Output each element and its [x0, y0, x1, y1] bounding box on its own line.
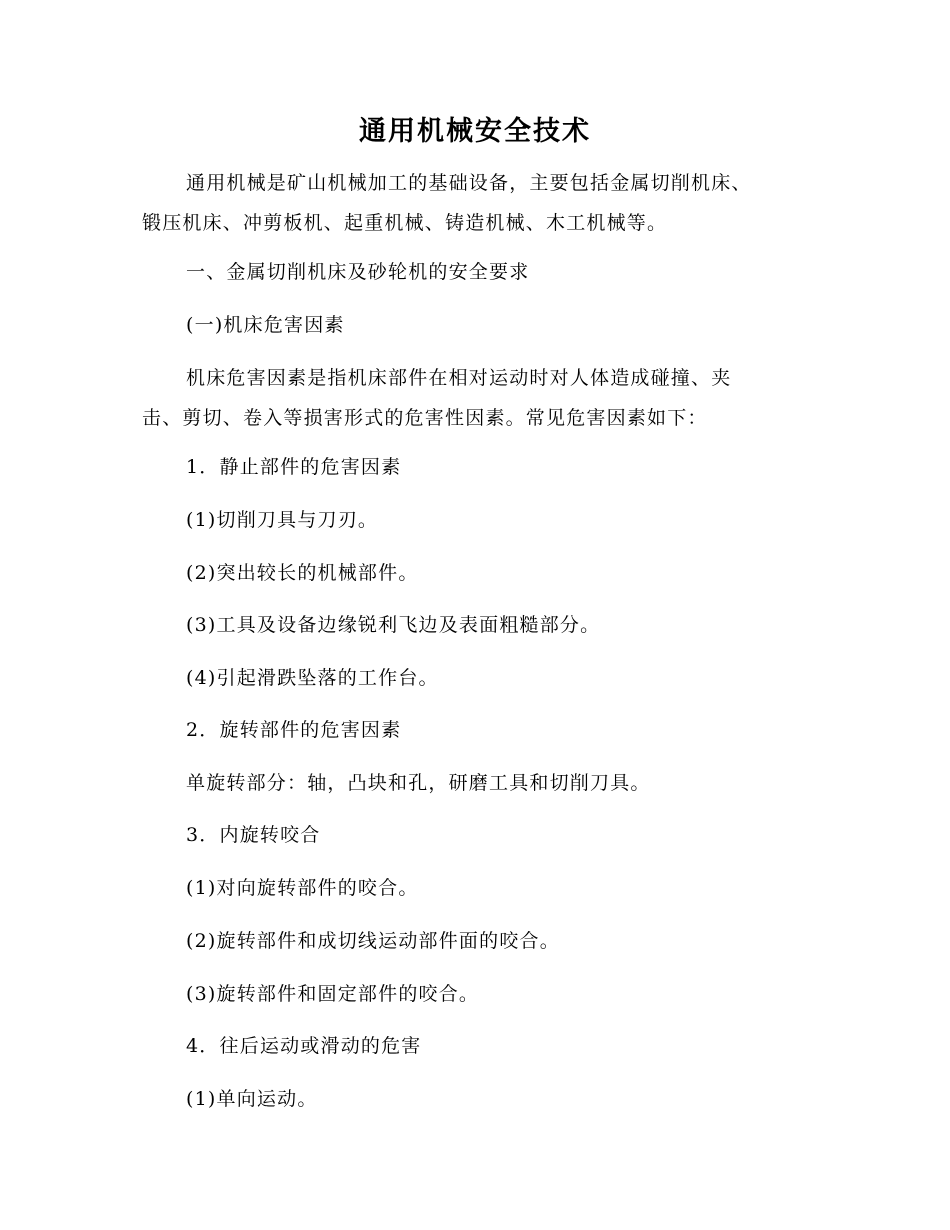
paragraph-line: 1．静止部件的危害因素	[186, 456, 402, 478]
paragraph-line: (一)机床危害因素	[186, 314, 345, 336]
paragraph-line: (2)旋转部件和成切线运动部件面的咬合。	[186, 930, 560, 952]
list-heading	[142, 710, 812, 750]
paragraph-line: (1)对向旋转部件的咬合。	[186, 877, 419, 899]
paragraph-line: 一、金属切削机床及砂轮机的安全要求	[186, 261, 530, 283]
list-item	[142, 553, 812, 593]
paragraph-intro	[142, 163, 812, 243]
list-item	[142, 1079, 812, 1119]
paragraph-line: 4．往后运动或滑动的危害	[186, 1035, 422, 1057]
paragraph-line: (1)单向运动。	[186, 1088, 318, 1110]
list-item	[142, 921, 812, 961]
paragraph-line: (3)工具及设备边缘锐利飞边及表面粗糙部分。	[186, 614, 601, 636]
paragraph	[142, 763, 812, 803]
list-item	[142, 500, 812, 540]
paragraph-line: 机床危害因素是指机床部件在相对运动时对人体造成碰撞、夹	[186, 367, 732, 389]
paragraph-line: 通用机械是矿山机械加工的基础设备，主要包括金属切削机床、	[186, 172, 752, 194]
list-item	[142, 605, 812, 645]
section-heading	[142, 252, 812, 292]
list-heading	[142, 815, 812, 855]
list-item	[142, 974, 812, 1014]
paragraph-hazard-definition	[142, 358, 812, 438]
list-heading	[142, 447, 812, 487]
subsection-heading	[142, 305, 812, 345]
list-item	[142, 868, 812, 908]
paragraph-line: 单旋转部分：轴，凸块和孔，研磨工具和切削刀具。	[186, 772, 651, 794]
paragraph-line: (3)旋转部件和固定部件的咬合。	[186, 983, 480, 1005]
paragraph-line: 3．内旋转咬合	[186, 824, 321, 846]
list-item	[142, 658, 812, 698]
paragraph-line: 2．旋转部件的危害因素	[186, 719, 402, 741]
paragraph-line: (4)引起滑跌坠落的工作台。	[186, 667, 439, 689]
paragraph-line: (1)切削刀具与刀刃。	[186, 509, 379, 531]
document-title: 通用机械安全技术	[359, 116, 591, 147]
paragraph-line: 击、剪切、卷入等损害形式的危害性因素。常见危害因素如下：	[142, 407, 708, 429]
list-heading	[142, 1026, 812, 1066]
paragraph-line: (2)突出较长的机械部件。	[186, 562, 419, 584]
paragraph-line: 锻压机床、冲剪板机、起重机械、铸造机械、木工机械等。	[142, 212, 668, 234]
